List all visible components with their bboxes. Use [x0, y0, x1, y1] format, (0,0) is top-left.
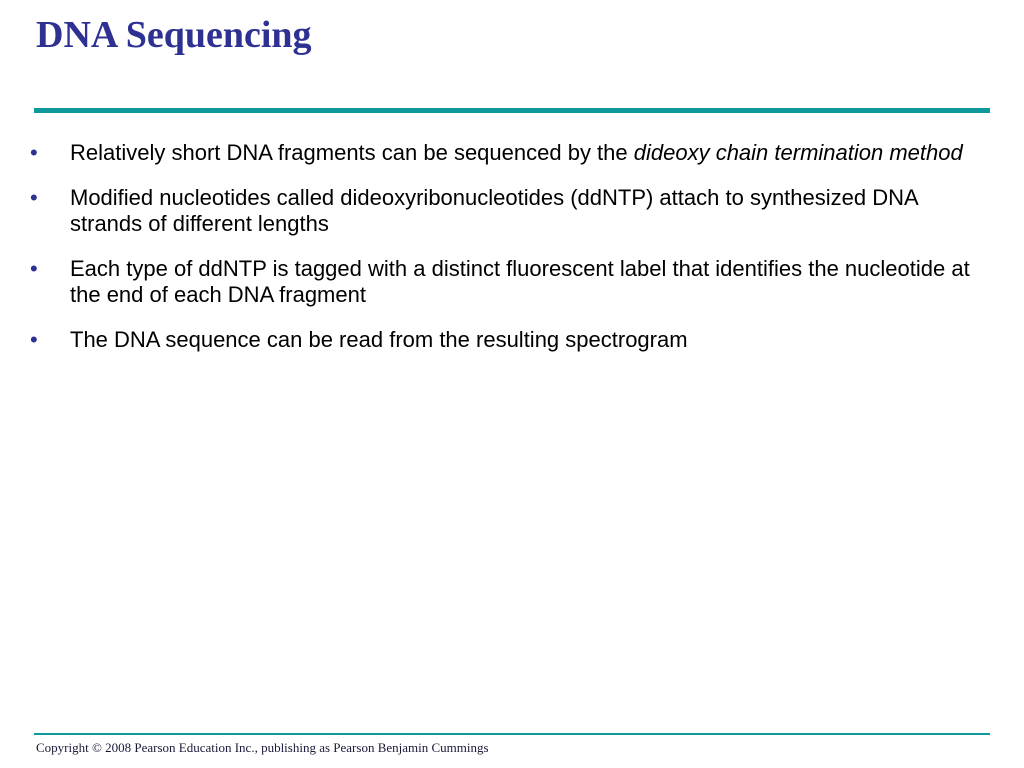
- bullet-text: Modified nucleotides called dideoxyribonucleotides (ddNTP) attach to synthesized DNA strands of different lengths: [70, 185, 918, 236]
- slide-title: DNA Sequencing: [36, 14, 312, 56]
- footer-divider: [34, 733, 990, 735]
- bullet-italic-text: dideoxy chain termination method: [633, 140, 963, 165]
- bullet-text: Relatively short DNA fragments can be sequenced by the: [70, 140, 634, 165]
- bullet-list: [30, 140, 980, 372]
- bullet-item: [30, 140, 980, 166]
- bullet-icon: •: [30, 185, 38, 210]
- bullet-item: [30, 256, 980, 308]
- copyright-footer: Copyright © 2008 Pearson Education Inc., publishing as Pearson Benjamin Cummings: [36, 740, 489, 755]
- bullet-icon: •: [30, 327, 38, 352]
- bullet-text: The DNA sequence can be read from the resulting spectrogram: [70, 327, 688, 352]
- bullet-icon: •: [30, 256, 38, 281]
- bullet-text: Each type of ddNTP is tagged with a distinct fluorescent label that identifies the nucleotide at the end of each DNA fragment: [70, 256, 970, 307]
- bullet-icon: •: [30, 140, 38, 165]
- bullet-item: [30, 185, 980, 237]
- title-divider: [34, 108, 990, 113]
- bullet-item: [30, 327, 980, 353]
